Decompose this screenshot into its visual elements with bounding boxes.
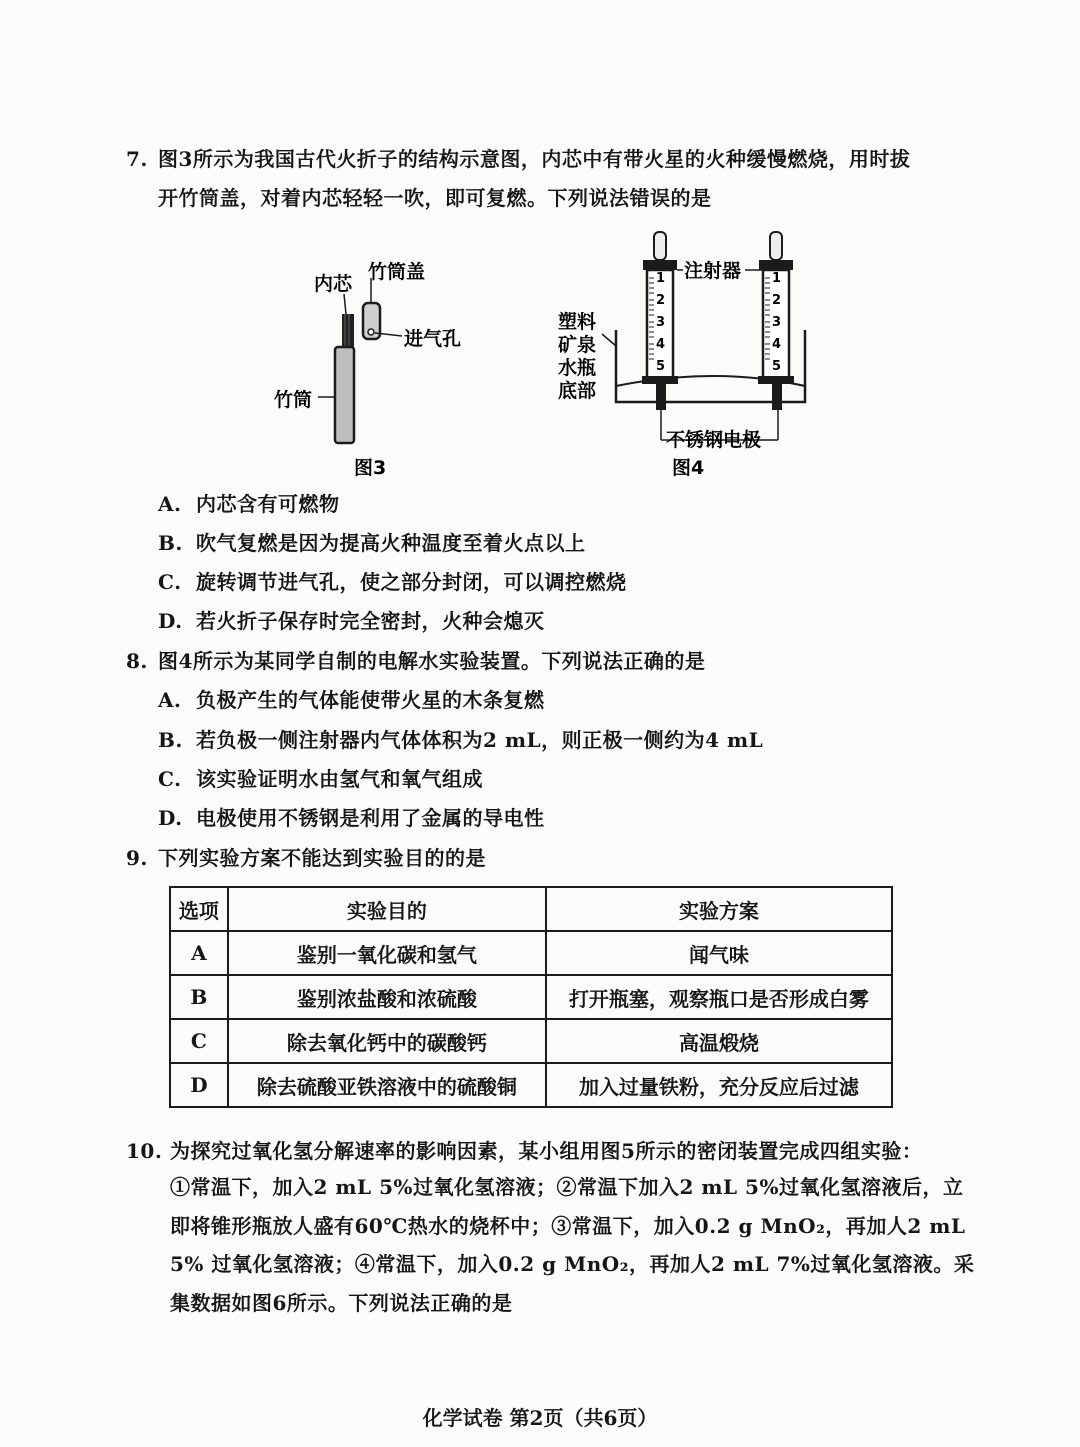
table-cell-option: A — [170, 931, 228, 975]
q8-option-d-text: 电极使用不锈钢是利用了金属的导电性 — [196, 806, 545, 830]
fig4-scale-left-4: 4 — [656, 337, 666, 352]
q7-option-d — [158, 607, 545, 635]
q7-option-a — [158, 490, 340, 518]
q10-stem-line3: 即将锥形瓶放人盛有60℃热水的烧杯中；③常温下，加入0.2 g MnO₂，再加人2 mL — [170, 1214, 966, 1238]
q7-option-b-text: 吹气复燃是因为提高火种温度至着火点以上 — [196, 531, 586, 555]
q8-option-b — [158, 726, 763, 754]
fig3-caption: 图3 — [354, 457, 387, 479]
q10-stem-line1 — [126, 1137, 922, 1165]
table-header-goal: 实验目的 — [228, 887, 546, 931]
fig4-scale-left-1: 1 — [656, 271, 666, 286]
q7-option-b — [158, 529, 586, 557]
q8-text: 图4所示为某同学自制的电解水实验装置。下列说法正确的是 — [158, 649, 706, 673]
q7-option-d-letter: D. — [158, 609, 183, 633]
q10-number: 10. — [126, 1139, 163, 1163]
table-cell-option: C — [170, 1019, 228, 1063]
figure-4 — [550, 226, 830, 481]
table-cell-option: D — [170, 1063, 228, 1107]
page-footer: 化学试卷 第2页（共6页） — [422, 1406, 658, 1430]
table-cell-goal: 鉴别一氧化碳和氢气 — [228, 931, 546, 975]
q8-option-b-text: 若负极一侧注射器内气体体积为2 mL，则正极一侧约为4 mL — [196, 728, 764, 752]
fig4-scale-right-3: 3 — [772, 315, 782, 330]
fig3-label-tube: 竹筒 — [274, 389, 313, 411]
table-header-row — [170, 887, 892, 931]
table-cell-goal: 除去硫酸亚铁溶液中的硫酸铜 — [228, 1063, 546, 1107]
fig3-core — [342, 314, 354, 348]
q8-option-a — [158, 686, 545, 714]
q9-stem — [126, 844, 486, 872]
q7-option-b-letter: B. — [158, 531, 183, 555]
table-row — [170, 1063, 892, 1107]
fig4-scale-left-3: 3 — [656, 315, 666, 330]
fig4-scale-right-4: 4 — [772, 337, 782, 352]
q10-stem-line4: 5% 过氧化氢溶液；④常温下，加入0.2 g MnO₂，再加人2 mL 7%过氧化氢溶液。采 — [170, 1252, 975, 1276]
fig4-label-syringe: 注射器 — [684, 260, 742, 282]
q7-option-c-text: 旋转调节进气孔，使之部分封闭，可以调控燃烧 — [196, 570, 627, 594]
table-cell-goal: 除去氧化钙中的碳酸钙 — [228, 1019, 546, 1063]
table-cell-plan: 打开瓶塞，观察瓶口是否形成白雾 — [546, 975, 892, 1019]
fig4-caption: 图4 — [672, 457, 705, 479]
fig4-label-electrode: 不锈钢电极 — [666, 429, 762, 451]
q7-stem-line2: 开竹筒盖，对着内芯轻轻一吹，即可复燃。下列说法错误的是 — [158, 186, 712, 210]
fig4-scale-right-1: 1 — [772, 271, 782, 286]
q8-option-a-letter: A. — [158, 688, 182, 712]
table-cell-plan: 加入过量铁粉，充分反应后过滤 — [546, 1063, 892, 1107]
q8-stem — [126, 647, 705, 675]
table-cell-goal: 鉴别浓盐酸和浓硫酸 — [228, 975, 546, 1019]
q10-stem-line2: ①常温下，加入2 mL 5%过氧化氢溶液；②常温下加入2 mL 5%过氧化氢溶液后，立 — [170, 1175, 964, 1199]
table-header-plan: 实验方案 — [546, 887, 892, 931]
fig4-label-bottle-2: 矿泉 — [558, 334, 597, 356]
table-cell-plan: 闻气味 — [546, 931, 892, 975]
table-cell-option: B — [170, 975, 228, 1019]
q8-option-c-letter: C. — [158, 767, 182, 791]
q7-option-c-letter: C. — [158, 570, 182, 594]
q8-option-a-text: 负极产生的气体能使带火星的木条复燃 — [196, 688, 545, 712]
q9-table — [169, 886, 893, 1108]
q8-option-c-text: 该实验证明水由氢气和氧气组成 — [196, 767, 483, 791]
table-row — [170, 975, 892, 1019]
fig4-label-bottle-3: 水瓶 — [558, 357, 597, 379]
fig3-label-cap: 竹筒盖 — [368, 261, 426, 283]
q7-stem-line1 — [126, 145, 910, 173]
fig4-label-bottle-1: 塑料 — [558, 311, 597, 333]
q7-option-c — [158, 568, 627, 596]
q7-option-a-letter: A. — [158, 492, 182, 516]
q7-option-d-text: 若火折子保存时完全密封，火种会熄灭 — [196, 609, 545, 633]
fig4-scale-left-2: 2 — [656, 293, 666, 308]
q9-number: 9. — [126, 846, 148, 870]
fig4-scale-left-5: 5 — [656, 359, 666, 374]
q8-option-c — [158, 765, 483, 793]
table-header-option: 选项 — [170, 887, 228, 931]
fig4-scale-right-5: 5 — [772, 359, 782, 374]
fig4-scale-right-2: 2 — [772, 293, 782, 308]
q8-option-b-letter: B. — [158, 728, 183, 752]
fig3-label-core: 内芯 — [314, 273, 353, 295]
table-row — [170, 1019, 892, 1063]
table-cell-plan: 高温煅烧 — [546, 1019, 892, 1063]
fig3-label-inlet: 进气孔 — [404, 328, 462, 350]
q8-option-d — [158, 804, 545, 832]
fig4-label-bottle-4: 底部 — [558, 380, 597, 402]
q7-text-line1: 图3所示为我国古代火折子的结构示意图，内芯中有带火星的火种缓慢燃烧，用时拔 — [158, 147, 911, 171]
q9-text: 下列实验方案不能达到实验目的的是 — [158, 846, 486, 870]
q8-number: 8. — [126, 649, 148, 673]
q7-option-a-text: 内芯含有可燃物 — [196, 492, 340, 516]
table-row — [170, 931, 892, 975]
q10-text-line1: 为探究过氧化氢分解速率的影响因素，某小组用图5所示的密闭装置完成四组实验： — [170, 1139, 923, 1163]
fig3-tube — [335, 347, 354, 443]
q8-option-d-letter: D. — [158, 806, 183, 830]
q10-stem-line5: 集数据如图6所示。下列说法正确的是 — [170, 1291, 513, 1315]
figure-3 — [260, 250, 490, 485]
q7-number: 7. — [126, 147, 148, 171]
